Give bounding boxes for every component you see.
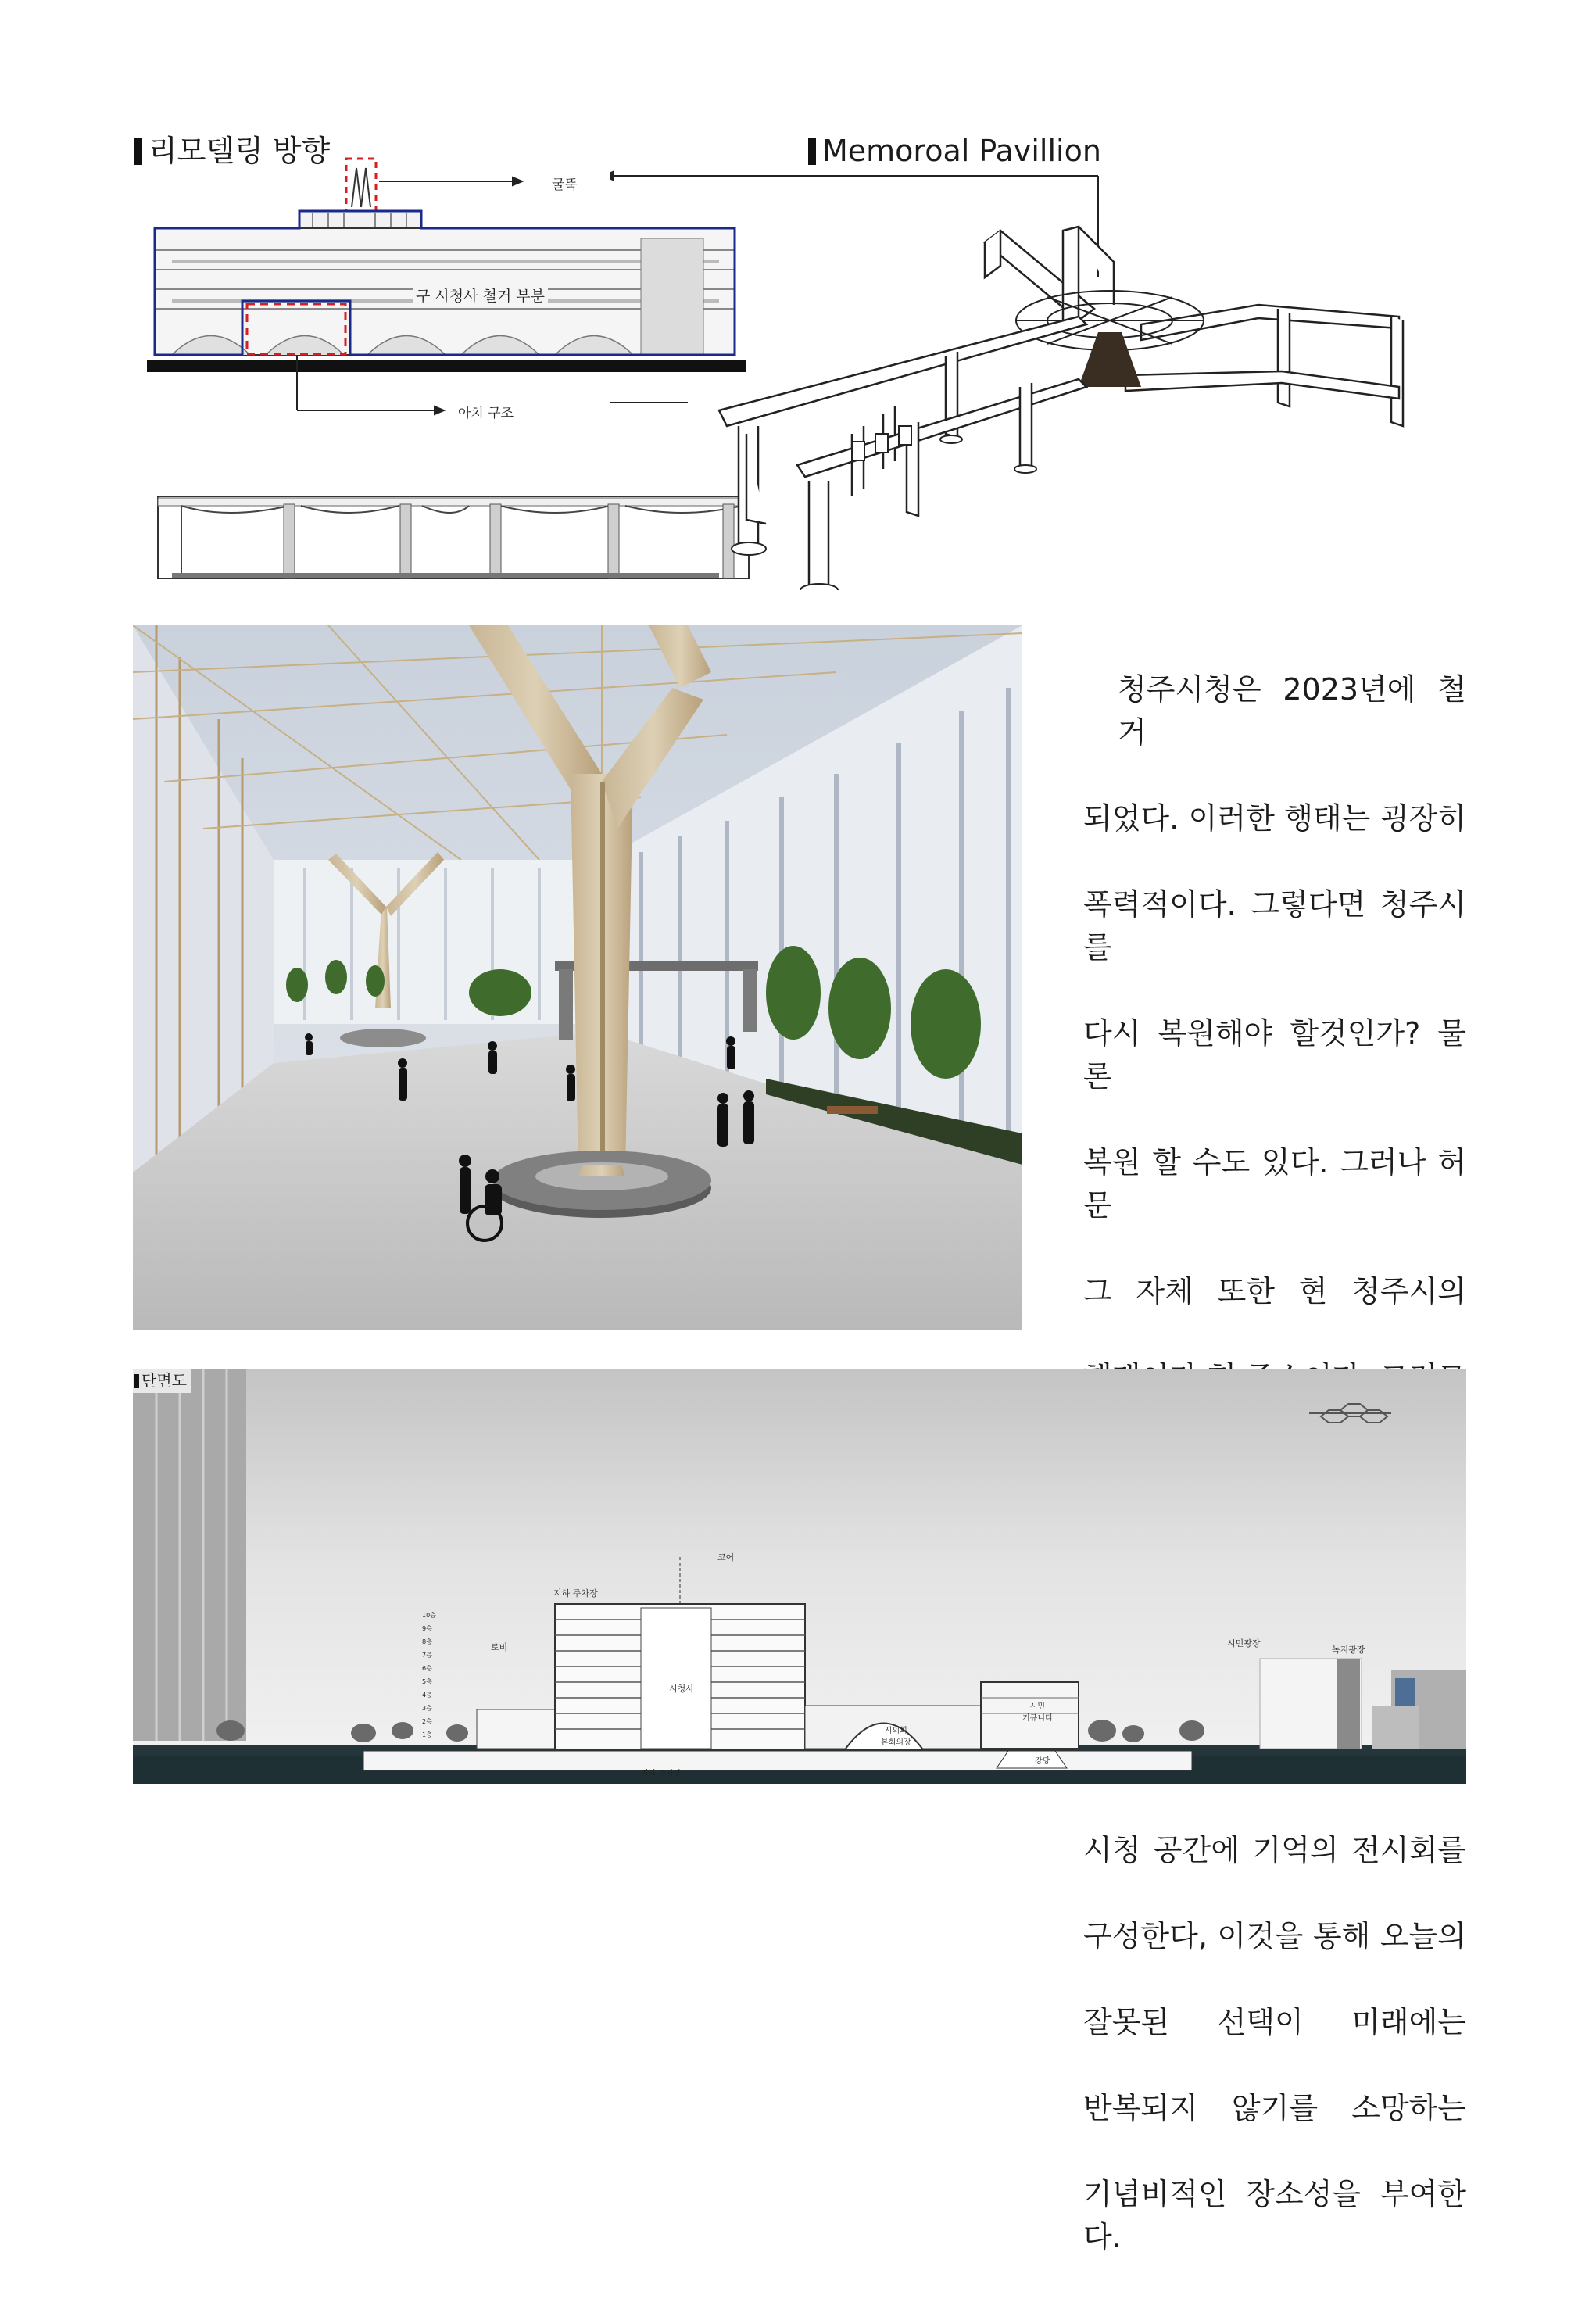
essay-line: 폭력적이다. 그렇다면 청주시를 — [1083, 887, 1466, 965]
floor-label: 1층 — [422, 1731, 432, 1738]
label-parking-top: 지하 주차장 — [553, 1588, 598, 1599]
label-auditorium: 강당 — [1035, 1757, 1050, 1766]
essay-line: 그 자체 또한 현 청주시의 — [1083, 1274, 1466, 1309]
interior-rendering-image — [133, 625, 1022, 1330]
label-lobby: 로비 — [491, 1642, 508, 1652]
building-section-drawing — [133, 1369, 1466, 1784]
section-heading — [134, 1371, 187, 1390]
label-city-hall: 시청사 — [669, 1684, 694, 1694]
essay-line: 복원 할 수도 있다. 그러나 허문 — [1083, 1145, 1466, 1223]
floor-label: 5층 — [422, 1678, 432, 1685]
label-parking-bottom: 지하 주차장 — [641, 1770, 682, 1778]
floor-label: 2층 — [422, 1718, 432, 1725]
label-community: 시민 커뮤니티 — [1022, 1702, 1053, 1723]
floor-level-column — [422, 1609, 453, 1742]
pavilion-axonometric-drawing — [610, 168, 1469, 590]
label-demolition-area: 구 시청사 철거 부분 — [413, 285, 548, 306]
heading-bar — [808, 138, 816, 165]
essay-line: 시청 공간에 기억의 전시회를 — [1083, 1833, 1466, 1867]
pavilion-title: Memoroal Pavillion — [822, 134, 1101, 168]
essay-line: 기념비적인 장소성을 부여한다. — [1083, 2177, 1466, 2254]
essay-line: 청주시청은 2023년에 철거 — [1118, 672, 1466, 750]
floor-label: 6층 — [422, 1665, 432, 1672]
remodel-title: 리모델링 방향 — [149, 134, 331, 168]
label-core: 코어 — [717, 1552, 735, 1563]
label-citizen-plaza: 시민광장 — [1227, 1638, 1261, 1649]
essay-line: 구성한다, 이것을 통해 오늘의 — [1083, 1919, 1466, 1953]
essay-line: 반복되지 않기를 소망하는 — [1083, 2091, 1466, 2125]
section-title: 단면도 — [141, 1371, 187, 1390]
floor-label: 3층 — [422, 1705, 432, 1712]
heading-bar — [134, 1374, 139, 1388]
essay-line: 잘못된 선택이 미래에는 — [1083, 2005, 1466, 2039]
essay-line: 되었다. 이러한 행태는 굉장히 — [1083, 801, 1466, 836]
chimney-sketch — [346, 159, 376, 212]
floor-label: 8층 — [422, 1638, 432, 1645]
floor-label: 9층 — [422, 1625, 432, 1632]
label-chimney: 굴뚝 — [552, 177, 578, 193]
floor-label: 10층 — [422, 1612, 436, 1619]
label-green-plaza: 녹지광장 — [1332, 1645, 1365, 1655]
floor-label: 4층 — [422, 1692, 432, 1699]
essay-line: 다시 복원해야 할것인가? 물론 — [1083, 1016, 1466, 1094]
label-arch-structure: 아치 구조 — [458, 406, 514, 421]
floor-label: 7층 — [422, 1652, 432, 1659]
label-council: 시의회 본회의장 — [881, 1727, 911, 1747]
pavilion-heading — [808, 133, 1101, 169]
